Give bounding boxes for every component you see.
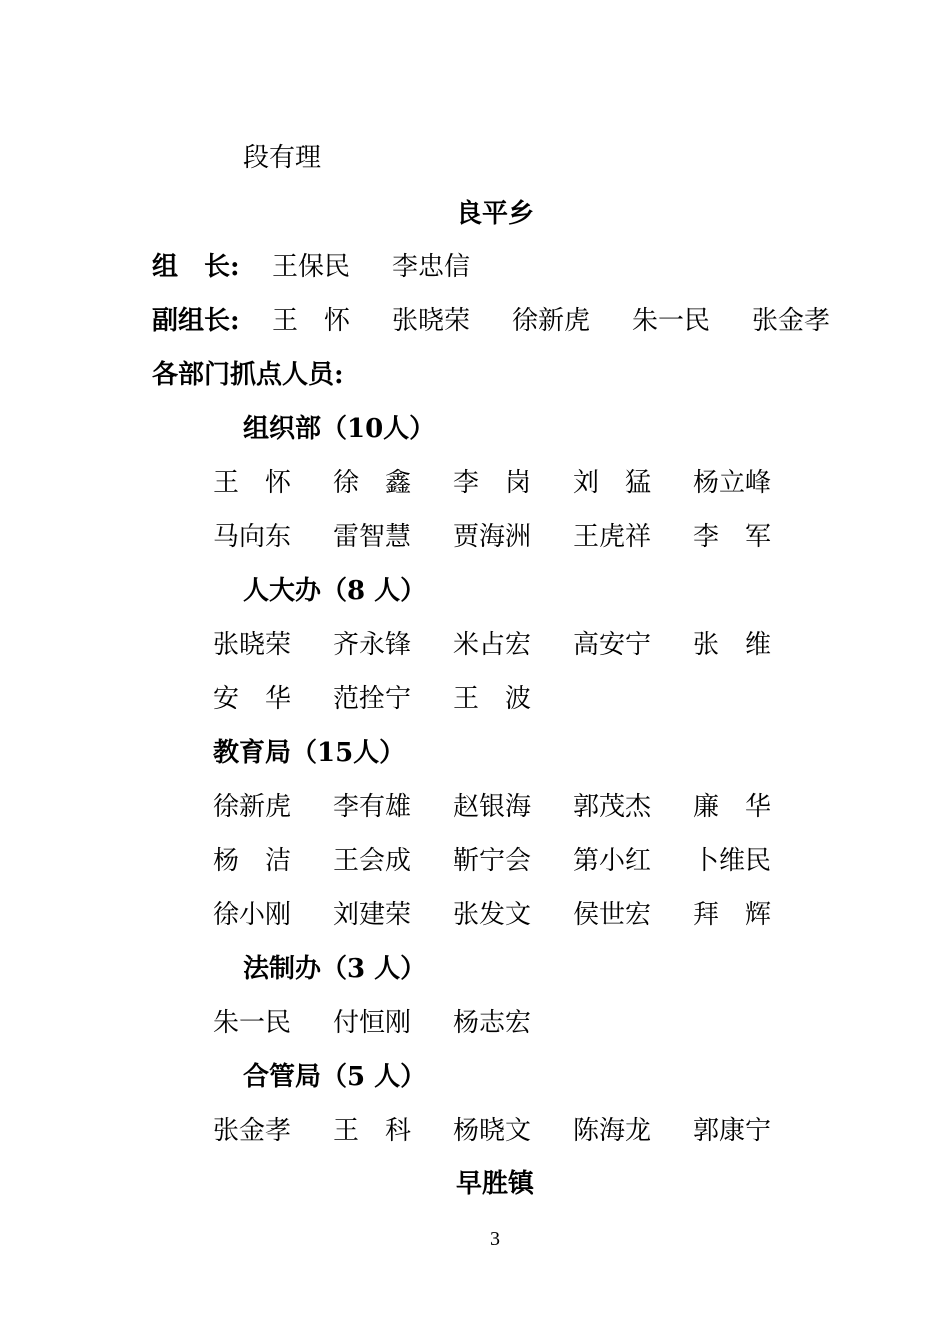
staff-name: 张晓荣 <box>213 630 292 660</box>
staff-name: 刘建荣 <box>333 900 412 930</box>
staff-name: 靳宁会 <box>453 846 532 876</box>
leader-name: 李忠信 <box>392 252 471 282</box>
name-row <box>213 844 813 878</box>
staff-name: 杨立峰 <box>693 468 772 498</box>
staff-name: 徐新虎 <box>213 792 292 822</box>
staff-name: 杨志宏 <box>453 1008 532 1038</box>
department-title: 人大办（8 人） <box>243 576 427 606</box>
staff-name: 第小红 <box>573 846 652 876</box>
staff-name: 安 华 <box>213 684 292 714</box>
staff-name: 廉 华 <box>693 792 772 822</box>
staff-name: 米占宏 <box>453 630 532 660</box>
staff-name: 张 维 <box>693 630 772 660</box>
staff-name: 张发文 <box>453 900 532 930</box>
staff-name: 王 怀 <box>213 468 292 498</box>
staff-name: 李 岗 <box>453 468 532 498</box>
department-title: 组织部（10人） <box>243 414 436 444</box>
leader-row <box>152 250 512 284</box>
staff-name: 张金孝 <box>213 1116 292 1146</box>
staff-name: 拜 辉 <box>693 900 772 930</box>
staff-name: 李 军 <box>693 522 772 552</box>
staff-name: 徐小刚 <box>213 900 292 930</box>
staff-name: 朱一民 <box>213 1008 292 1038</box>
staff-name: 郭茂杰 <box>573 792 652 822</box>
staff-name: 杨 洁 <box>213 846 292 876</box>
department-title: 法制办（3 人） <box>243 954 427 984</box>
deputy-name: 张金孝 <box>752 306 831 336</box>
name-row <box>213 790 813 824</box>
staff-name: 付恒刚 <box>333 1008 412 1038</box>
staff-name: 范拴宁 <box>333 684 412 714</box>
staff-name: 卜维民 <box>693 846 772 876</box>
leader-name: 王保民 <box>272 252 351 282</box>
staff-name: 侯世宏 <box>573 900 652 930</box>
page-number: 3 <box>490 1228 500 1250</box>
staff-name: 王虎祥 <box>573 522 652 552</box>
staff-name: 徐 鑫 <box>333 468 412 498</box>
section-title-liangping: 良平乡 <box>455 199 534 229</box>
staff-name: 高安宁 <box>573 630 652 660</box>
name-row <box>213 628 813 662</box>
staff-name: 贾海洲 <box>453 522 532 552</box>
staff-name: 雷智慧 <box>333 522 412 552</box>
leader-label: 组 长: <box>152 252 240 282</box>
staff-name: 王 波 <box>453 684 532 714</box>
name-row <box>213 1006 573 1040</box>
staff-name: 郭康宁 <box>693 1116 772 1146</box>
staff-name: 刘 猛 <box>573 468 652 498</box>
staff-name: 李有雄 <box>333 792 412 822</box>
department-title: 教育局（15人） <box>213 738 406 768</box>
staff-name: 马向东 <box>213 522 292 552</box>
staff-name: 陈海龙 <box>573 1116 652 1146</box>
deputy-name: 徐新虎 <box>512 306 591 336</box>
name-row <box>213 520 813 554</box>
staff-label: 各部门抓点人员: <box>152 360 344 390</box>
deputy-name: 王 怀 <box>272 306 351 336</box>
staff-name: 杨晓文 <box>453 1116 532 1146</box>
department-title: 合管局（5 人） <box>243 1062 427 1092</box>
name-row <box>213 466 813 500</box>
staff-name: 王会成 <box>333 846 412 876</box>
staff-name: 赵银海 <box>453 792 532 822</box>
staff-name: 齐永锋 <box>333 630 412 660</box>
section-title-zaosheng: 早胜镇 <box>455 1169 534 1199</box>
name-row <box>213 1114 813 1148</box>
deputy-name: 张晓荣 <box>392 306 471 336</box>
deputy-name: 朱一民 <box>632 306 711 336</box>
name-row <box>213 898 813 932</box>
deputy-row <box>152 304 842 338</box>
staff-name: 王 科 <box>333 1116 412 1146</box>
deputy-label: 副组长: <box>152 306 240 336</box>
top-name: 段有理 <box>243 143 322 173</box>
name-row <box>213 682 573 716</box>
